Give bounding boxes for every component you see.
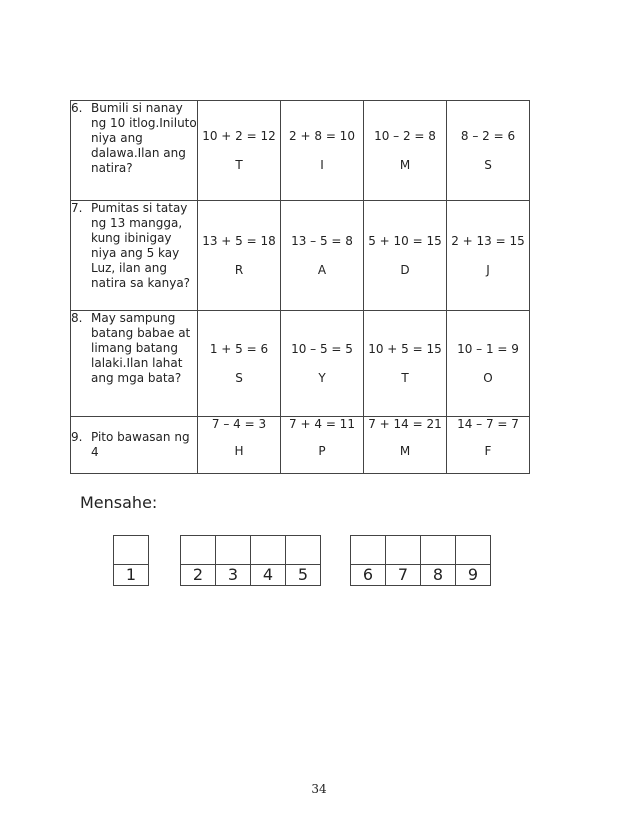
letter: D	[400, 262, 410, 277]
answer-blank[interactable]	[286, 536, 320, 565]
answer-box[interactable]	[180, 535, 216, 586]
equation: 14 – 7 = 7	[457, 417, 519, 431]
equation: 10 – 2 = 8	[374, 128, 436, 143]
equation: 2 + 13 = 15	[451, 233, 525, 248]
question-cell	[71, 201, 198, 311]
choice-cell	[447, 311, 530, 417]
letter: A	[317, 262, 327, 277]
answer-box-number: 6	[362, 565, 374, 584]
answer-box[interactable]	[420, 535, 456, 586]
answer-box[interactable]	[113, 535, 149, 586]
letter: M	[399, 444, 411, 458]
answer-box-number: 5	[297, 565, 309, 584]
answer-box-number: 9	[467, 565, 479, 584]
choice-cell	[198, 417, 281, 474]
answer-blank[interactable]	[251, 536, 285, 565]
answer-box-number: 8	[432, 565, 444, 584]
answer-blank[interactable]	[421, 536, 455, 565]
answer-box[interactable]	[385, 535, 421, 586]
answer-group	[113, 535, 149, 586]
letter: I	[320, 157, 324, 172]
equation: 8 – 2 = 6	[460, 128, 516, 143]
table-row	[71, 417, 530, 474]
letter: O	[483, 370, 493, 385]
question-number: 9.	[71, 430, 83, 444]
answer-blank[interactable]	[456, 536, 490, 565]
equation: 1 + 5 = 6	[209, 341, 269, 356]
equation: 7 + 14 = 21	[368, 417, 442, 431]
equation: 13 – 5 = 8	[291, 233, 353, 248]
choice-cell	[447, 101, 530, 201]
equation: 2 + 8 = 10	[289, 128, 355, 143]
answer-box[interactable]	[455, 535, 491, 586]
answer-box-number: 7	[397, 565, 409, 584]
question-table	[70, 100, 530, 474]
equation: 10 – 1 = 9	[457, 341, 519, 356]
letter: J	[486, 262, 490, 277]
choice-cell	[281, 201, 364, 311]
equation: 10 + 2 = 12	[202, 128, 276, 143]
answer-blank[interactable]	[216, 536, 250, 565]
table-row	[71, 311, 530, 417]
answer-box[interactable]	[350, 535, 386, 586]
question-cell	[71, 311, 198, 417]
letter: R	[234, 262, 244, 277]
choice-cell	[198, 201, 281, 311]
choice-cell	[281, 311, 364, 417]
choice-cell	[281, 101, 364, 201]
answer-box[interactable]	[285, 535, 321, 586]
choice-cell	[364, 311, 447, 417]
letter: T	[401, 370, 409, 385]
answer-group	[350, 535, 491, 586]
choice-cell	[198, 311, 281, 417]
message-label: Mensahe:	[80, 493, 158, 512]
answer-blank[interactable]	[351, 536, 385, 565]
equation: 10 – 5 = 5	[291, 341, 353, 356]
answer-group	[180, 535, 321, 586]
answer-blank[interactable]	[114, 536, 148, 565]
letter: T	[235, 157, 243, 172]
question-cell	[71, 101, 198, 201]
letter: S	[484, 157, 492, 172]
answer-box-number: 1	[125, 565, 137, 584]
question-cell	[71, 417, 198, 474]
answer-blank[interactable]	[386, 536, 420, 565]
equation: 7 – 4 = 3	[211, 417, 267, 431]
letter: H	[234, 444, 244, 458]
answer-box-number: 2	[192, 565, 204, 584]
table-row	[71, 201, 530, 311]
letter: P	[318, 444, 326, 458]
answer-blank[interactable]	[181, 536, 215, 565]
choice-cell	[198, 101, 281, 201]
choice-cell	[364, 417, 447, 474]
answer-box-number: 3	[227, 565, 239, 584]
answer-box-number: 4	[262, 565, 274, 584]
question-number: 7.	[71, 201, 83, 215]
page-number: 34	[311, 782, 327, 796]
choice-cell	[364, 101, 447, 201]
letter: S	[235, 370, 243, 385]
question-number: 8.	[71, 311, 83, 325]
question-text: Pito bawasan ng 4	[91, 430, 190, 459]
letter: Y	[318, 370, 326, 385]
choice-cell	[364, 201, 447, 311]
equation: 5 + 10 = 15	[368, 233, 442, 248]
equation: 13 + 5 = 18	[202, 233, 276, 248]
letter: F	[484, 444, 492, 458]
answer-box[interactable]	[215, 535, 251, 586]
choice-cell	[447, 201, 530, 311]
choice-cell	[447, 417, 530, 474]
answer-box[interactable]	[250, 535, 286, 586]
question-text: May sampung batang babae at limang batang lalaki.Ilan lahat ang mga bata?	[91, 311, 191, 385]
letter: M	[399, 157, 411, 172]
table-row	[71, 101, 530, 201]
question-text: Bumili si nanay ng 10 itlog.Iniluto niya ang dalawa.Ilan ang natira?	[91, 101, 197, 175]
question-text: Pumitas si tatay ng 13 mangga, kung ibinigay niya ang 5 kay Luz, ilan ang natira sa kanya?	[91, 201, 191, 290]
equation: 10 + 5 = 15	[368, 341, 442, 356]
question-number: 6.	[71, 101, 83, 115]
choice-cell	[281, 417, 364, 474]
equation: 7 + 4 = 11	[289, 417, 355, 431]
